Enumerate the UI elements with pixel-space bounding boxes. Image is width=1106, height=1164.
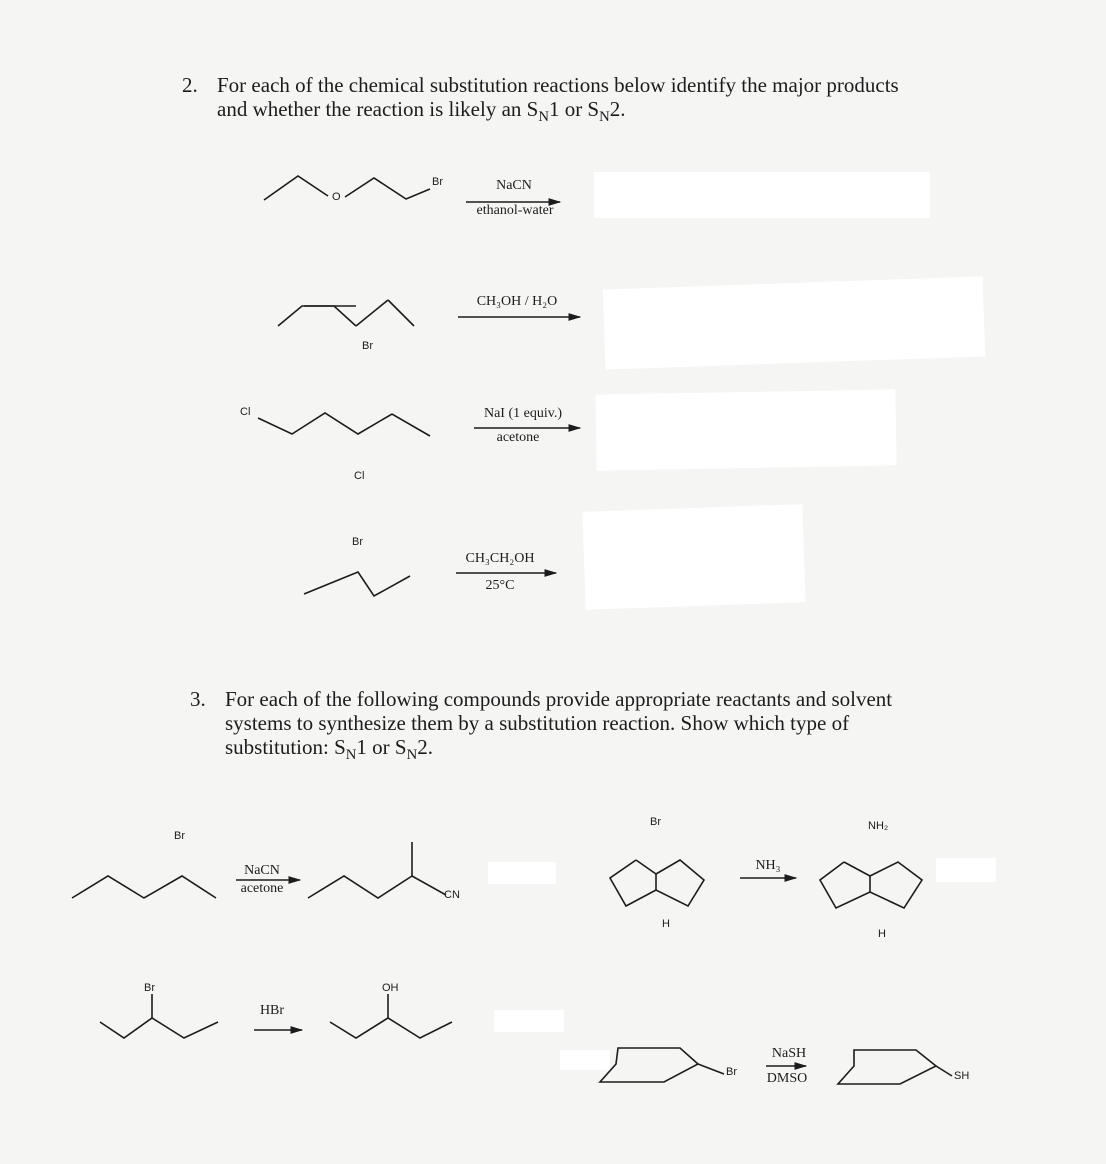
atom-label-cl-2-3a: Cl	[240, 406, 251, 418]
molecule-2-3	[258, 413, 430, 436]
atom-label-h-3-2b: H	[878, 928, 886, 940]
atom-label-cl-2-3b: Cl	[354, 470, 365, 482]
reagent-2-1-top: NaCN	[496, 178, 532, 193]
molecule-3-1-start	[72, 876, 216, 898]
molecule-3-4-start	[600, 1048, 724, 1082]
question-3-number: 3.	[190, 687, 206, 711]
molecule-3-2-start	[610, 860, 704, 906]
atom-label-br-3-2: Br	[650, 816, 661, 828]
molecule-3-3-start	[100, 994, 218, 1038]
reagent-2-4-bottom: 25°C	[485, 578, 515, 593]
reagent-3-1-top: NaCN	[244, 863, 280, 878]
reagent-3-3-top: HBr	[259, 1003, 285, 1018]
atom-label-br-2-2: Br	[362, 340, 373, 352]
reagent-2-2-top: CH₃OH / H₂O	[476, 294, 558, 309]
question-2-line-1: For each of the chemical substitution reactions below identify the major products	[217, 73, 899, 97]
atom-label-o: O	[332, 191, 341, 203]
atom-label-br-3-1: Br	[174, 830, 185, 842]
question-3-line-3: substitution: $S_N1$ or $S_N2$.	[225, 735, 433, 764]
question-3-line-1: For each of the following compounds provide appropriate reactants and solvent	[225, 687, 893, 711]
molecule-2-2	[278, 300, 414, 326]
question-3-line-2: systems to synthesize them by a substitution reaction. Show which type of	[225, 711, 850, 735]
molecule-3-1-product	[308, 842, 446, 898]
reagent-2-1-bottom: ethanol-water	[476, 203, 554, 218]
reagent-3-4-bottom: DMSO	[766, 1071, 808, 1086]
molecule-3-3-product	[330, 994, 452, 1038]
reagent-2-3-bottom: acetone	[496, 430, 540, 445]
reagent-2-4-top: CH₃CH₂OH	[465, 551, 535, 566]
atom-label-br-3-4: Br	[726, 1066, 737, 1078]
atom-label-h-3-2a: H	[662, 918, 670, 930]
atom-label-oh-3-3: OH	[382, 982, 399, 994]
atom-label-br-2-1: Br	[432, 176, 443, 188]
reagent-3-2-top: NH₃	[755, 858, 781, 873]
question-2-number: 2.	[182, 73, 198, 97]
atom-label-cn-3-1: CN	[444, 889, 460, 901]
reagent-2-3-top: NaI (1 equiv.)	[483, 406, 562, 421]
question-2-line-2: and whether the reaction is likely an $S_N1$ or $S_N2$.	[217, 97, 626, 126]
atom-label-br-3-3: Br	[144, 982, 155, 994]
molecule-3-2-product	[820, 862, 922, 908]
molecule-2-1	[264, 176, 430, 200]
atom-label-nh2-3-2: NH₂	[868, 820, 889, 832]
molecule-2-4	[304, 572, 410, 596]
reagent-3-1-bottom: acetone	[240, 881, 284, 896]
atom-label-sh-3-4: SH	[954, 1070, 970, 1082]
atom-label-br-2-4: Br	[352, 536, 363, 548]
molecule-3-4-product	[838, 1050, 952, 1084]
reagent-3-4-top: NaSH	[771, 1046, 807, 1061]
